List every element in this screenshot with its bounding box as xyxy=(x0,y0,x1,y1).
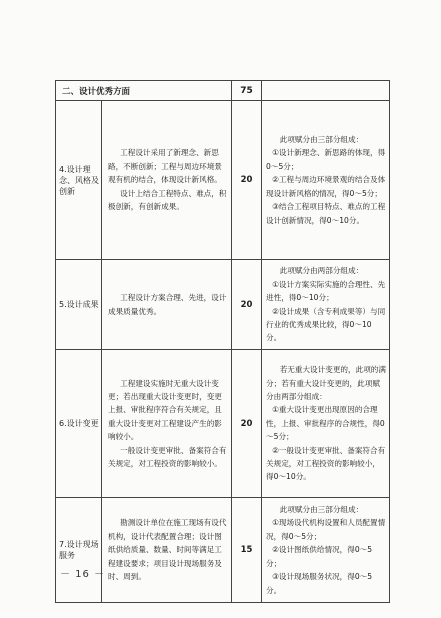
item-name: 5.设计成果 xyxy=(56,260,102,350)
description-line: ②设计图纸供给情况，得0～5分； xyxy=(266,545,373,568)
standard-paragraph: 工程建设实施时无重大设计变更；若出现重大设计变更时，变更上报、审批程序符合有关规定，且重大设计变更对工程建设产生的影响较小。 xyxy=(108,378,222,442)
description-line: 此项赋分由三部分组成： xyxy=(279,505,364,515)
section-title: 二、设计优秀方面 xyxy=(56,81,232,101)
standard-paragraph: 工程设计方案合理、先进，设计成果质量优秀。 xyxy=(108,293,227,316)
item-points: 20 xyxy=(232,260,262,350)
table-row xyxy=(56,101,390,260)
description-line: 此项赋分由两部分组成： xyxy=(279,266,364,276)
section-header-row xyxy=(56,81,390,101)
item-description xyxy=(262,350,390,498)
description-line: 此项赋分由三部分组成： xyxy=(279,135,364,145)
standard-paragraph: 工程设计采用了新理念、新思路，不断创新；工程与周边环境景观有机的结合，体现设计新风格。 xyxy=(108,148,222,185)
description-line: 若无重大设计变更的，此项的满分；若有重大设计变更的，此项赋分由两部分组成： xyxy=(266,365,386,401)
page-number: － 16 － xyxy=(60,569,106,580)
section-points: 75 xyxy=(232,81,262,101)
item-points: 15 xyxy=(232,498,262,603)
standard-paragraph: 设计上结合工程特点、难点，积极创新，有创新成果。 xyxy=(108,188,227,212)
item-name: 7.设计现场服务 xyxy=(56,498,102,603)
description-line: ②工程与周边环境景观的结合及体现设计新风格的情况，得0～5分； xyxy=(266,175,386,198)
item-standard xyxy=(102,350,232,498)
item-standard xyxy=(102,498,232,603)
item-description xyxy=(262,498,390,603)
description-line: ③设计现场服务状况，得0～5分。 xyxy=(266,572,373,595)
section-blank-cell xyxy=(262,81,390,101)
description-line: ②设计成果（含专利成果等）与同行业的优秀成果比较，得0～10分。 xyxy=(266,306,386,343)
scoring-table xyxy=(55,80,390,603)
description-line: ③结合工程项目特点、难点的工程设计创新情况，得0～10分。 xyxy=(266,202,386,225)
description-line: ②一般设计变更审批、备案符合有关规定，对工程投资的影响较小，得0～10分。 xyxy=(266,445,386,482)
description-line: ①现场设代机构设置和人员配置情况，得0～5分； xyxy=(266,518,386,541)
item-description xyxy=(262,101,390,260)
item-name: 6.设计变更 xyxy=(56,350,102,498)
table-row xyxy=(56,498,390,603)
table-row xyxy=(56,260,390,350)
description-line: ①重大设计变更出现原因的合理性，上报、审批程序的合规性，得0～5分； xyxy=(266,405,385,442)
standard-paragraph: 勘测设计单位在施工现场有设代机构，设计代表配置合理；设计图纸供给质量、数量、时间等满足工程建设要求；项目设计现场服务及时、周到。 xyxy=(108,518,227,582)
description-line: ①设计方案实际实施的合理性、先进性，得0～10分； xyxy=(266,279,386,303)
item-standard xyxy=(102,101,232,260)
item-points: 20 xyxy=(232,350,262,498)
item-standard xyxy=(102,260,232,350)
item-name: 4.设计理念、风格及创新 xyxy=(56,101,102,260)
standard-paragraph: 一般设计变更审批、备案符合有关规定，对工程投资的影响较小。 xyxy=(108,445,227,469)
description-line: ①设计新理念、新思路的体现，得0～5分； xyxy=(266,148,386,171)
item-points: 20 xyxy=(232,101,262,260)
table-row xyxy=(56,350,390,498)
item-description xyxy=(262,260,390,350)
